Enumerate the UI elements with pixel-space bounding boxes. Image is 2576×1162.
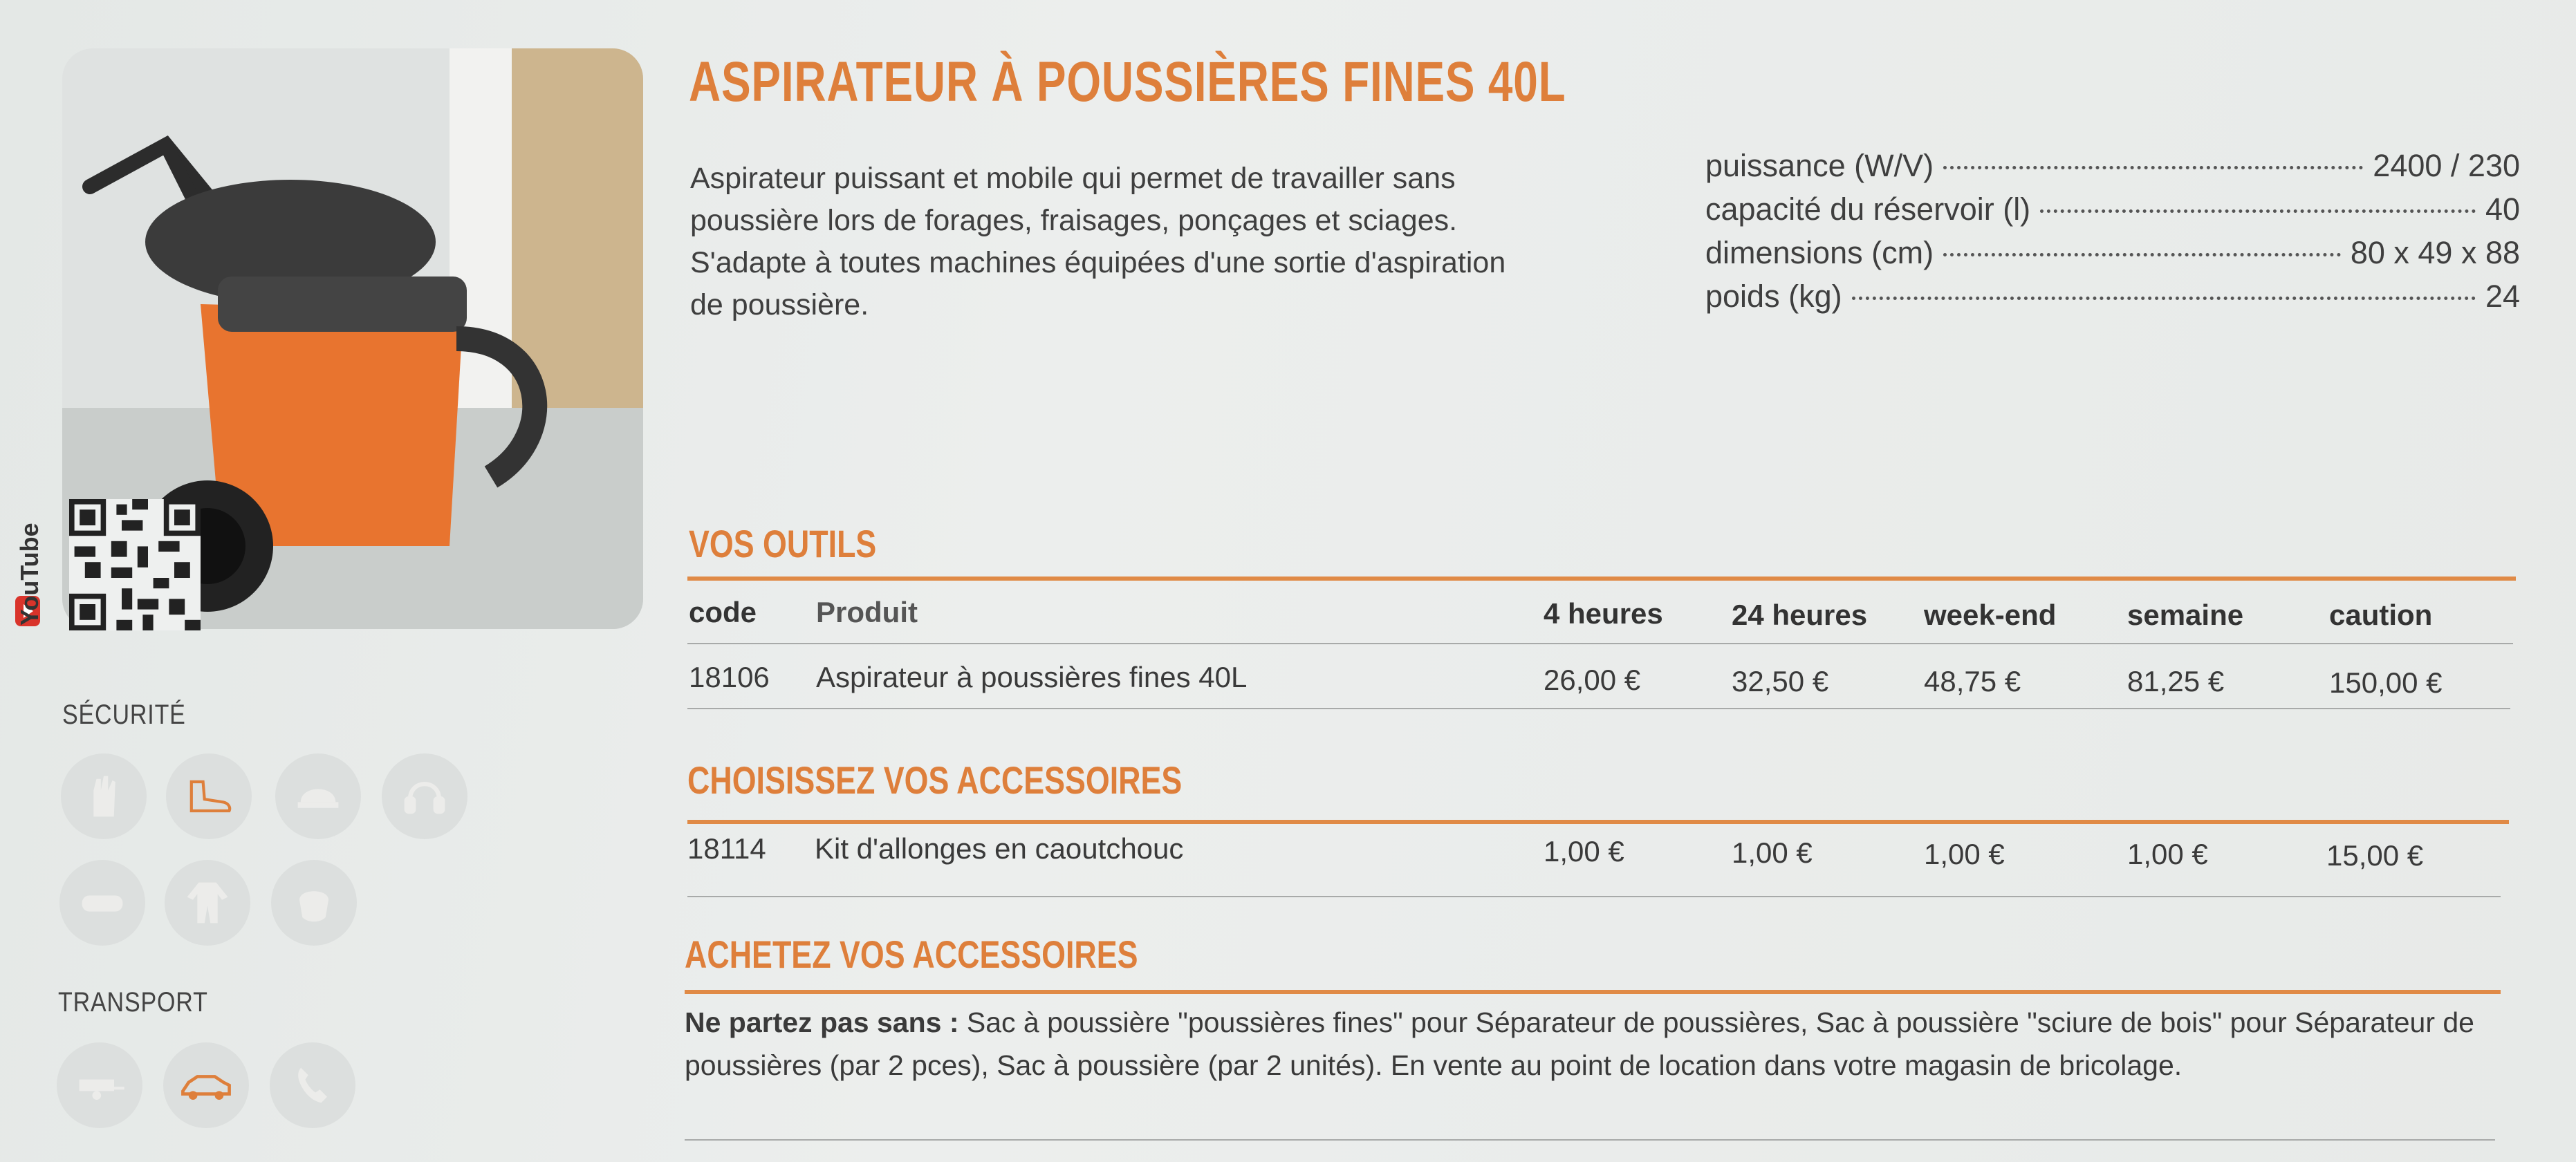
- qr-code-icon[interactable]: [67, 499, 203, 630]
- accessory-price-weekend: 1,00 €: [1924, 838, 2005, 870]
- gloves-icon: [61, 753, 147, 839]
- description-line: poussière lors de forages, fraisages, ponçages et sciages.: [690, 204, 1458, 237]
- row-rule: [687, 708, 2510, 709]
- spec-value: 24: [2485, 279, 2520, 314]
- header-week: semaine: [2127, 599, 2244, 631]
- purchase-heading-rule: [685, 990, 2501, 994]
- description-line: Aspirateur puissant et mobile qui permet de travailler sans: [690, 162, 1456, 195]
- header-deposit: caution: [2329, 599, 2433, 631]
- mask-icon: [271, 860, 357, 946]
- spec-row-weight: [1705, 274, 2520, 318]
- description-line: S'adapte à toutes machines équipées d'une sortie d'aspiration: [690, 246, 1506, 279]
- header-weekend: week-end: [1924, 599, 2057, 631]
- header-24h: 24 heures: [1732, 599, 1868, 631]
- purchase-text: Sac à poussière "poussières fines" pour Séparateur de poussières, Sac à poussière "sciure de bois" pour Séparateur de poussières (par 2 pces), Sac à poussière (par 2 unités). En vente au point de location dans votre magasin de bricolage.: [685, 1006, 2474, 1081]
- spec-value: 2400 / 230: [2373, 148, 2520, 183]
- product-title: ASPIRATEUR À POUSSIÈRES FINES 40L: [689, 50, 1566, 113]
- coverall-icon: [165, 860, 250, 946]
- delivery-phone-icon: [270, 1042, 355, 1128]
- accessory-price-week: 1,00 €: [2127, 838, 2208, 870]
- accessory-code: 18114: [687, 832, 766, 865]
- youtube-label: YouTube: [15, 523, 44, 626]
- spec-label: puissance (W/V): [1705, 148, 1934, 183]
- purchase-note: [685, 1001, 2510, 1087]
- spec-row-capacity: [1705, 187, 2520, 231]
- purchase-lead: Ne partez pas sans :: [685, 1006, 959, 1038]
- header-product: Produit: [816, 596, 918, 628]
- goggles-icon: [59, 860, 145, 946]
- securite-label: SÉCURITÉ: [62, 700, 186, 730]
- accessory-product: Kit d'allonges en caoutchouc: [815, 832, 1184, 865]
- product-description: [690, 158, 1672, 326]
- accessory-price-24h: 1,00 €: [1732, 836, 1813, 869]
- trailer-icon: [57, 1042, 142, 1128]
- spec-label: dimensions (cm): [1705, 235, 1934, 270]
- accessories-heading: CHOISISSEZ VOS ACCESSOIRES: [687, 758, 1183, 802]
- row-price-4h: 26,00 €: [1544, 664, 1641, 696]
- transport-label: TRANSPORT: [58, 987, 208, 1018]
- accessory-price-deposit: 15,00 €: [2326, 839, 2424, 872]
- spec-value: 40: [2485, 191, 2520, 227]
- row-rule: [687, 896, 2501, 897]
- spec-value: 80 x 49 x 88: [2350, 235, 2520, 270]
- row-code: 18106: [689, 661, 770, 693]
- header-4h: 4 heures: [1544, 597, 1663, 630]
- accessories-heading-rule: [687, 820, 2509, 824]
- helmet-icon: [275, 753, 361, 839]
- spec-label: capacité du réservoir (l): [1705, 191, 2031, 227]
- row-product: Aspirateur à poussières fines 40L: [816, 661, 1248, 693]
- spec-row-power: [1705, 144, 2520, 187]
- ear-protection-icon: [382, 753, 467, 839]
- row-price-24h: 32,50 €: [1732, 665, 1829, 697]
- safety-shoe-icon: [166, 753, 252, 839]
- tools-heading: VOS OUTILS: [689, 522, 877, 565]
- description-line: de poussière.: [690, 288, 869, 321]
- dot-leader: [1852, 297, 2476, 300]
- table-header-rule: [687, 643, 2513, 644]
- purchase-rule: [685, 1139, 2495, 1141]
- tools-heading-rule: [687, 577, 2516, 581]
- dot-leader: [2040, 209, 2476, 213]
- row-price-weekend: 48,75 €: [1924, 665, 2021, 697]
- header-code: code: [689, 596, 757, 628]
- dot-leader: [1943, 166, 2363, 169]
- spec-list: [1705, 144, 2520, 318]
- purchase-heading: ACHETEZ VOS ACCESSOIRES: [685, 933, 1138, 976]
- spec-row-dimensions: [1705, 231, 2520, 274]
- car-icon: [163, 1042, 249, 1128]
- row-price-deposit: 150,00 €: [2329, 666, 2443, 699]
- accessory-price-4h: 1,00 €: [1544, 835, 1624, 868]
- row-price-week: 81,25 €: [2127, 665, 2225, 697]
- spec-label: poids (kg): [1705, 279, 1842, 314]
- dot-leader: [1943, 253, 2341, 256]
